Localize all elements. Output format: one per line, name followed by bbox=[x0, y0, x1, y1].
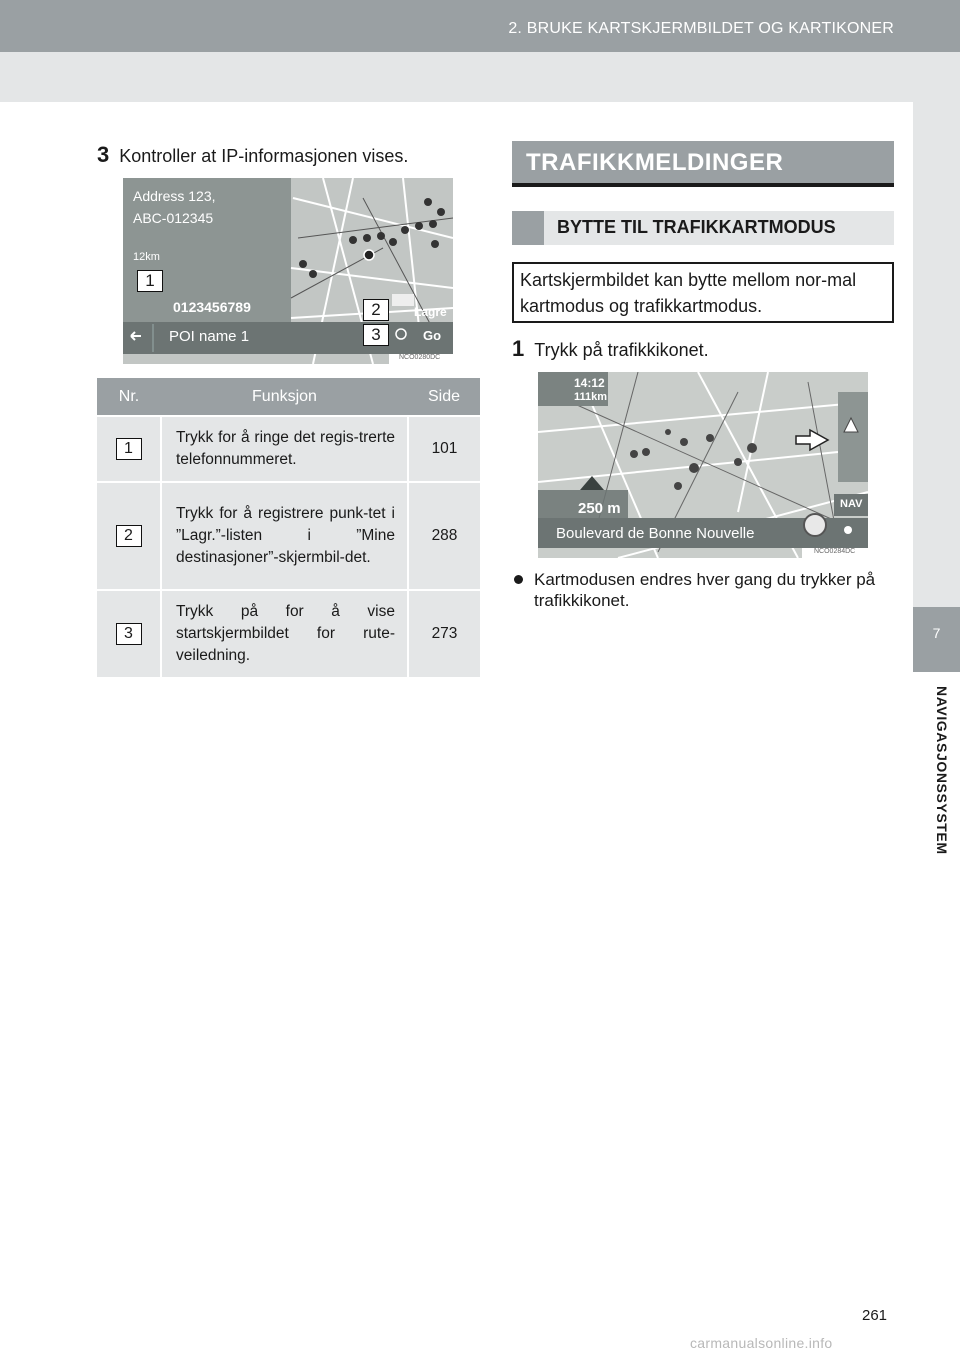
header-bar bbox=[0, 0, 960, 52]
row-function: Trykk for å registrere punk-tet i ”Lagr.”-listen i ”Mine destinasjoner”-skjermbil-det. bbox=[161, 482, 408, 590]
subsection-bar bbox=[512, 211, 544, 245]
step-text: Kontroller at IP-informasjonen vises. bbox=[119, 146, 409, 166]
step-1 bbox=[512, 336, 709, 362]
nav-button[interactable]: NAV bbox=[840, 498, 863, 510]
address-line-1: Address 123, bbox=[133, 188, 216, 204]
address-line-2: ABC-012345 bbox=[133, 210, 214, 226]
poi-distance: 12km bbox=[133, 251, 160, 263]
bullet-dot-icon bbox=[514, 575, 523, 584]
footer-watermark: carmanualsonline.info bbox=[690, 1335, 833, 1351]
bullet-text: Kartmodusen endres hver gang du trykker på trafikkikonet. bbox=[534, 570, 876, 610]
step-text: Trykk på trafikkikonet. bbox=[534, 340, 709, 360]
table-header-row bbox=[97, 378, 480, 416]
row-page: 101 bbox=[408, 416, 480, 482]
table-row bbox=[97, 416, 480, 482]
function-table bbox=[97, 378, 480, 677]
clock-time: 14:12 bbox=[574, 376, 605, 390]
image-code: NCO0284DC bbox=[814, 548, 856, 555]
row-page: 273 bbox=[408, 590, 480, 677]
subsection-heading bbox=[512, 211, 894, 245]
info-box: Kartskjermbildet kan bytte mellom nor-mal kartmodus og trafikkartmodus. bbox=[512, 262, 894, 323]
page-number: 261 bbox=[862, 1307, 888, 1324]
street-name: Boulevard de Bonne Nouvelle bbox=[556, 525, 755, 542]
nr-box: 1 bbox=[116, 438, 142, 460]
nr-box: 3 bbox=[116, 623, 142, 645]
poi-name: POI name 1 bbox=[169, 328, 250, 345]
callout-3: 3 bbox=[363, 324, 389, 346]
step-number: 1 bbox=[512, 336, 525, 361]
bullet-note bbox=[512, 569, 896, 611]
row-nr bbox=[97, 590, 161, 677]
col-header-function: Funksjon bbox=[161, 378, 408, 416]
row-nr bbox=[97, 416, 161, 482]
image-code: NCO0280DC bbox=[399, 354, 441, 361]
step-3 bbox=[97, 142, 408, 168]
row-function: Trykk for å ringe det regis-trerte telefonnummeret. bbox=[161, 416, 408, 482]
remaining-distance: 111km bbox=[574, 391, 608, 403]
callout-1: 1 bbox=[137, 270, 163, 292]
phone-number-button[interactable]: 0123456789 bbox=[173, 299, 251, 315]
row-function: Trykk på for å vise startskjermbildet for rute-veiledning. bbox=[161, 590, 408, 677]
callout-2: 2 bbox=[363, 299, 389, 321]
chapter-number-tab: 7 bbox=[913, 607, 960, 672]
go-button[interactable]: Go bbox=[423, 328, 442, 343]
save-button[interactable]: Lagre bbox=[414, 305, 447, 319]
traffic-map-screenshot bbox=[538, 372, 868, 558]
nr-box: 2 bbox=[116, 525, 142, 547]
section-heading: TRAFIKKMELDINGER bbox=[512, 141, 894, 187]
turn-distance: 250 m bbox=[578, 500, 621, 517]
row-nr bbox=[97, 482, 161, 590]
step-number: 3 bbox=[97, 142, 110, 167]
table-row bbox=[97, 482, 480, 590]
col-header-nr: Nr. bbox=[97, 378, 161, 416]
col-header-page: Side bbox=[408, 378, 480, 416]
subsection-title: BYTTE TIL TRAFIKKARTMODUS bbox=[557, 217, 836, 237]
header-band bbox=[0, 52, 960, 102]
poi-info-screenshot bbox=[123, 178, 453, 364]
chapter-label: NAVIGASJONSSYSTEM bbox=[934, 686, 950, 855]
header-title: 2. BRUKE KARTSKJERMBILDET OG KARTIKONER bbox=[508, 20, 894, 37]
table-row bbox=[97, 590, 480, 677]
side-tab-upper bbox=[913, 102, 960, 607]
row-page: 288 bbox=[408, 482, 480, 590]
